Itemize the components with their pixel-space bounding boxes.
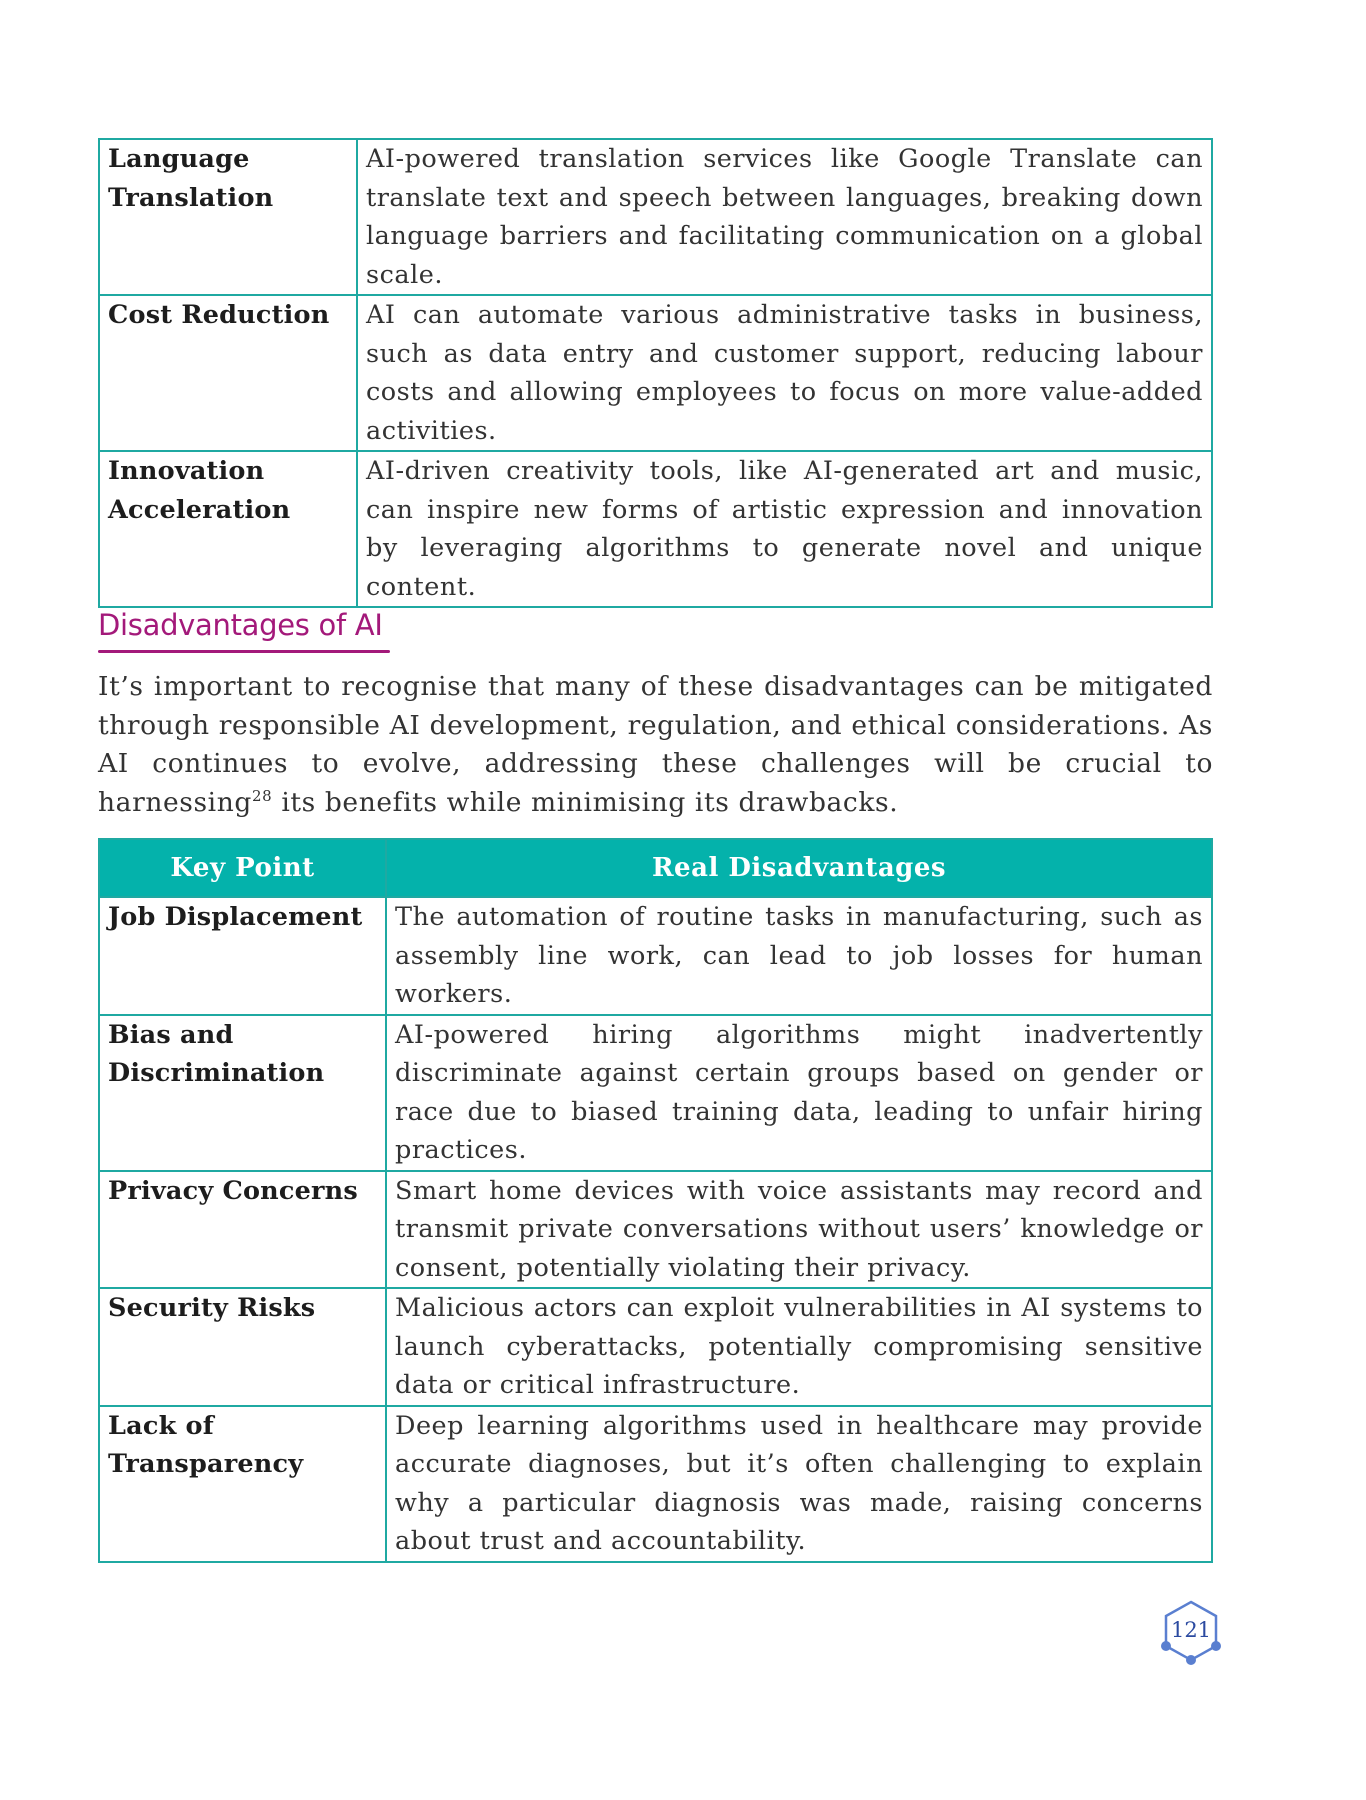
table-row [99,1171,1212,1289]
row-description: Smart home devices with voice assistants may record and transmit private conversations without users’ knowledge or consent, potentially violating their privacy. [386,1171,1212,1289]
row-description: AI-powered translation services like Google Translate can translate text and speech between languages, breaking down language barriers and facilitating communication on a global scale. [357,139,1212,295]
table-header-row [99,839,1212,897]
table-row [99,139,1212,295]
row-key: Innovation Acceleration [99,451,357,607]
column-header-real-disadvantages: Real Disadvantages [386,839,1212,897]
row-description: Deep learning algorithms used in healthcare may provide accurate diagnoses, but it’s often challenging to explain why a particular diagnosis was made, raising concerns about trust and accountability. [386,1406,1212,1562]
row-description: AI can automate various administrative tasks in business, such as data entry and customer support, reducing labour costs and allowing employees to focus on more value-added activities. [357,295,1212,451]
footnote-marker: 28 [252,786,273,805]
intro-paragraph [98,668,1213,822]
row-key: Bias and Discrimination [99,1015,386,1171]
row-description: AI-driven creativity tools, like AI-generated art and music, can inspire new forms of artistic expression and innovation by leveraging algorithms to generate novel and unique content. [357,451,1212,607]
table-row [99,295,1212,451]
table-row [99,1015,1212,1171]
section-heading-block [98,604,390,653]
row-key: Language Translation [99,139,357,295]
page-number-badge [1160,1598,1222,1668]
table-row [99,1288,1212,1406]
row-key: Job Displacement [99,897,386,1015]
intro-text: It’s important to recognise that many of these disadvantages can be mitigated through responsible AI development, regulation, and ethical considerations. As AI continues to evolve, addressing these challenges will be crucial to harnessing [98,671,1213,818]
column-header-key-point: Key Point [99,839,386,897]
page-number: 121 [1170,1618,1212,1642]
row-key: Security Risks [99,1288,386,1406]
heading-underline [98,650,390,653]
intro-text-end: its benefits while minimising its drawbacks. [272,786,899,818]
table-row [99,1406,1212,1562]
section-heading: Disadvantages of AI [98,608,383,642]
row-description: AI-powered hiring algorithms might inadvertently discriminate against certain groups based on gender or race due to biased training data, leading to unfair hiring practices. [386,1015,1212,1171]
disadvantages-table [98,838,1213,1563]
table-row [99,897,1212,1015]
row-key: Privacy Concerns [99,1171,386,1289]
table-row [99,451,1212,607]
row-key: Cost Reduction [99,295,357,451]
advantages-table [98,138,1213,608]
row-key: Lack of Transparency [99,1406,386,1562]
row-description: Malicious actors can exploit vulnerabilities in AI systems to launch cyberattacks, potentially compromising sensitive data or critical infrastructure. [386,1288,1212,1406]
row-description: The automation of routine tasks in manufacturing, such as assembly line work, can lead to job losses for human workers. [386,897,1212,1015]
